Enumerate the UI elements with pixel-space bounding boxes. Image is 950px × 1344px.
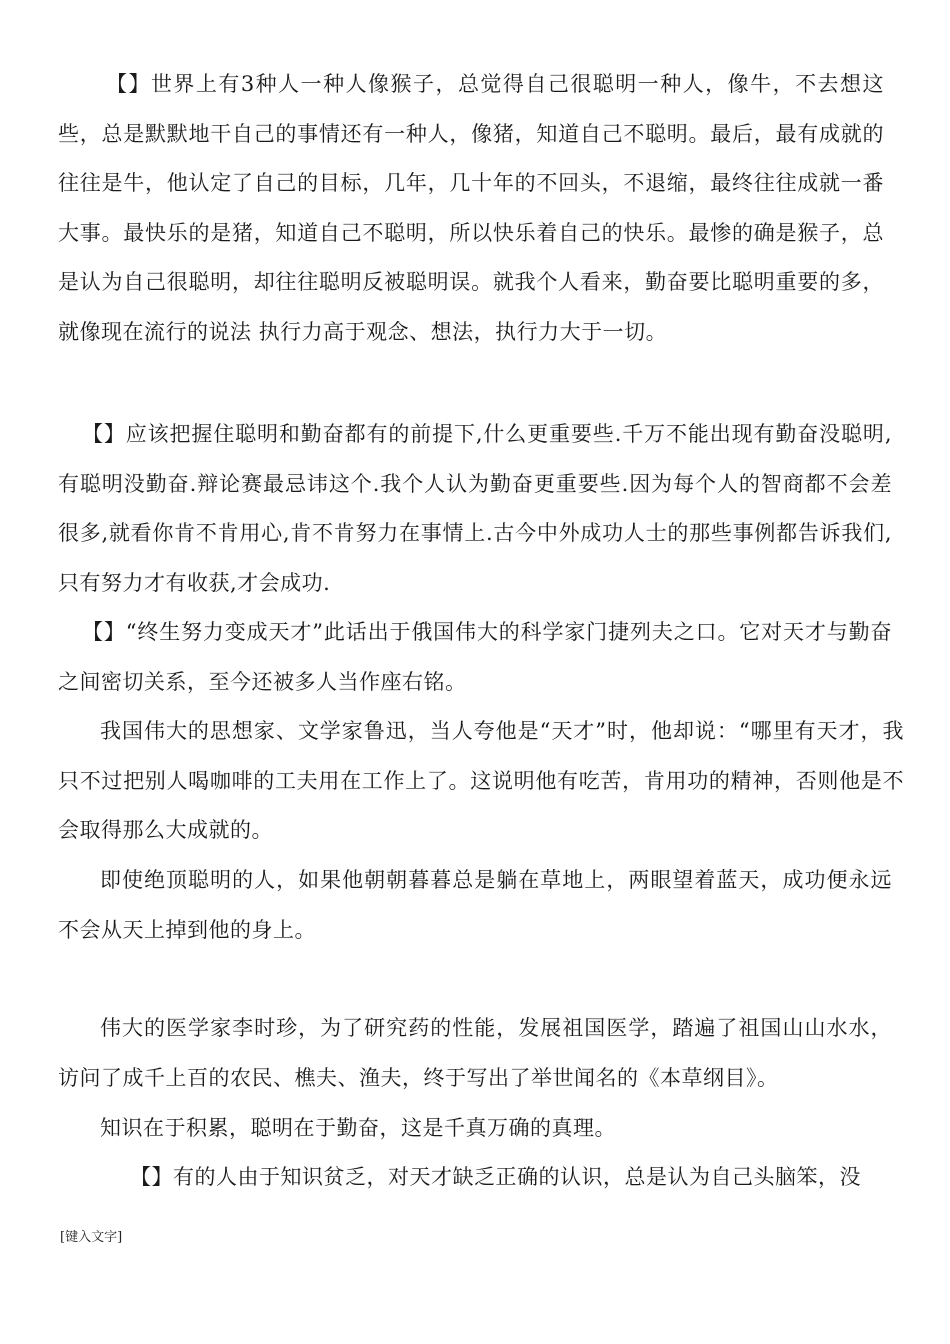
paragraph-knowledge-accumulation: 知识在于积累，聪明在于勤奋，这是千真万确的真理。	[100, 1116, 616, 1140]
paragraph-li-shizhen: 伟大的医学家李时珍，为了研究药的性能，发展祖国医学，踏遍了祖国山山水水，访问了成千上百的农民、樵夫、渔夫，终于写出了举世闻名的《本草纲目》。	[58, 1016, 892, 1090]
footer-placeholder-text: [键入文字]	[60, 1230, 123, 1245]
paragraph-monkey-ox-pig: 【】世界上有3种人一种人像猴子，总觉得自己很聪明一种人，像牛，不去想这些，总是默默地干自己的事情还有一种人，像猪，知道自己不聪明。最后，最有成就的往往是牛，他认定了自己的目标，几年，几十年的不回头，不退缩，最终往往成就一番大事。最快乐的是猪，知道自己不聪明，所以快乐着自己的快乐。最惨的确是猴子，总是认为自己很聪明，却往往聪明反被聪明误。就我个人看来，勤奋要比聪明重要的多，就像现在流行的说法 执行力高于观念、想法，执行力大于一切。	[58, 72, 884, 344]
paragraph-lu-xun: 我国伟大的思想家、文学家鲁迅，当人夸他是“天才”时，他却说：“哪里有天才，我只不过把别人喝咖啡的工夫用在工作上了。这说明他有吃苦，肯用功的精神，否则他是不会取得那么大成就的。	[58, 719, 904, 842]
paragraph-genius-lying-on-grass: 即使绝顶聪明的人，如果他朝朝暮暮总是躺在草地上，两眼望着蓝天，成功便永远不会从天上掉到他的身上。	[58, 868, 892, 942]
paragraph-lack-of-knowledge: 【】有的人由于知识贫乏，对天才缺乏正确的认识，总是认为自己头脑笨，没	[130, 1165, 861, 1189]
paragraph-mendeleev-quote: 【】“终生努力变成天才”此话出于俄国伟大的科学家门捷列夫之口。它对天才与勤奋之间密切关系，至今还被多人当作座右铭。	[58, 620, 892, 694]
paragraph-diligence-vs-intelligence: 【】应该把握住聪明和勤奋都有的前提下,什么更重要些.千万不能出现有勤奋没聪明,有聪明没勤奋.辩论赛最忌讳这个.我个人认为勤奋更重要些.因为每个人的智商都不会差很多,就看你肯不肯用心,肯不肯努力在事情上.古今中外成功人士的那些事例都告诉我们,只有努力才有收获,才会成功.	[58, 422, 892, 595]
